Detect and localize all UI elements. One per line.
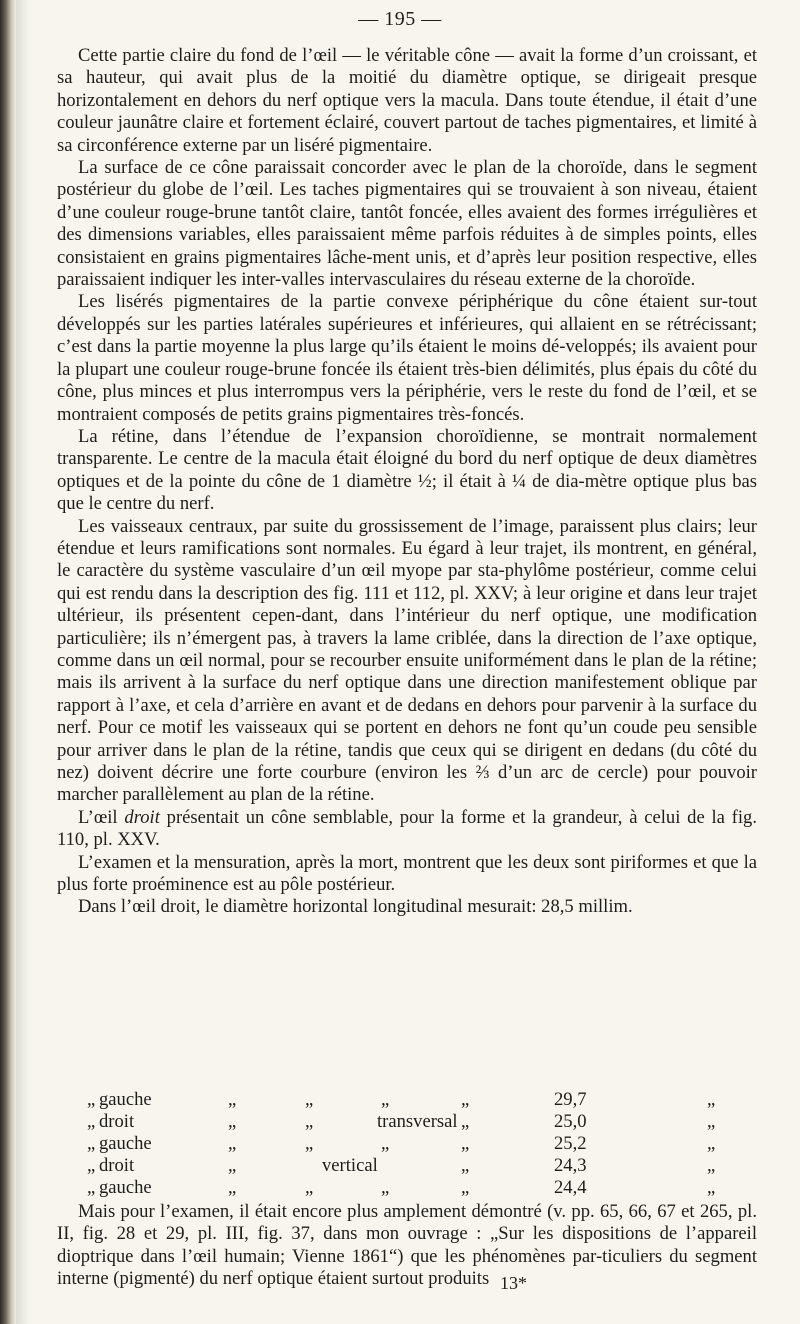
measure-intro: Dans l’œil droit, le diamètre horizontal longitudinal mesurait: 28,5 millim. xyxy=(78,896,633,918)
signature-mark: 13* xyxy=(500,1273,527,1293)
ditto-mark: „ xyxy=(87,1089,96,1110)
ditto-mark: „ xyxy=(461,1177,470,1198)
book-spine-shadow xyxy=(0,0,16,1324)
ditto-mark: „ xyxy=(461,1111,470,1132)
ditto-mark: „ xyxy=(87,1155,96,1176)
axis-label: vertical xyxy=(322,1155,378,1176)
ditto-mark: „ xyxy=(228,1111,237,1132)
measure-row xyxy=(57,1155,762,1177)
measure-row xyxy=(57,1111,762,1133)
ditto-mark: „ xyxy=(228,1155,237,1176)
paragraph-italic xyxy=(57,807,757,852)
side-label: gauche xyxy=(99,1177,152,1198)
measure-value: 24,3 xyxy=(554,1155,587,1176)
paragraph: Les vaisseaux centraux, par suite du grossissement de l’image, paraissent plus clairs; leur étendue et leurs ramifications sont normales. Eu égard à leur trajet, ils montrent, en général, le caractère du système vasculaire d’un œil myope par sta-phylôme postérieur, comme celui qui est rendu dans la description des fig. 111 et 112, pl. XXV; à leur origine et dans leur trajet ultérieur, ils présentent cepen-dant, dans l’intérieur du nerf optique, une modification particulière; ils n’émergent pas, à travers la lame criblée, dans la direction de l’axe optique, comme dans un œil normal, pour se recourber ensuite uniformément dans le plan de la rétine; mais ils arrivent à la surface du nerf optique dans une direction manifestement oblique par rapport à l’axe, et cela d’arrière en avant et de dedans en dehors pour parvenir à la surface du nerf. Pour ce motif les vaisseaux qui se portent en dehors ne font qu’un coude peu sensible pour arriver dans le plan de la rétine, tandis que ceux qui se dirigent en dedans (du côté du nez) doivent décrire une forte courbure (environ les ⅔ d’un arc de cercle) pour pouvoir marcher parallèlement au plan de la rétine. xyxy=(57,515,757,806)
ditto-mark: „ xyxy=(305,1177,314,1198)
ditto-mark: „ xyxy=(707,1155,716,1176)
page-number: — 195 — xyxy=(358,8,442,30)
ditto-mark: „ xyxy=(228,1177,237,1198)
ditto-mark: „ xyxy=(707,1089,716,1110)
paragraph: L’examen et la mensuration, après la mort, montrent que les deux sont piriformes et que la plus forte proéminence est au pôle postérieur. xyxy=(57,851,757,896)
italic-suffix: présentait un cône semblable, pour la forme et la grandeur, à celui de la fig. 110, pl. XXV. xyxy=(57,806,757,851)
ditto-mark: „ xyxy=(381,1089,390,1110)
ditto-mark: „ xyxy=(707,1111,716,1132)
ditto-mark: „ xyxy=(87,1111,96,1132)
measure-row xyxy=(57,1089,762,1111)
paragraph: Cette partie claire du fond de l’œil — le véritable cône — avait la forme d’un croissant, et sa hauteur, qui avait plus de la moitié du diamètre optique, se dirigeait presque horizontalement en dehors du nerf optique vers la macula. Dans toute étendue, il était d’une couleur jaunâtre claire et fortement éclairé, couvert partout de taches pigmentaires, et limité à sa circonférence externe par un liséré pigmentaire. xyxy=(57,45,757,156)
paragraph: La rétine, dans l’étendue de l’expansion choroïdienne, se montrait normalement transparente. Le centre de la macula était éloigné du bord du nerf optique de deux diamètres optiques et de la pointe du cône de 1 diamètre ½; il était à ¼ de dia-mètre optique plus bas que le centre du nerf. xyxy=(57,425,757,515)
closing-text xyxy=(57,1201,757,1291)
ditto-mark: „ xyxy=(305,1111,314,1132)
italic-prefix: L’œil xyxy=(78,806,125,828)
ditto-mark: „ xyxy=(707,1177,716,1198)
measure-value: 25,0 xyxy=(554,1111,587,1132)
measure-value: 24,4 xyxy=(554,1177,587,1198)
paragraph: Les lisérés pigmentaires de la partie convexe périphérique du cône étaient sur-tout développés sur les parties latérales supérieures et inférieures, qui allaient en se rétrécissant; c’est dans la partie moyenne la plus large qu’ils étaient le moins dé-veloppés; ils avaient pour la plupart une couleur rouge-brune foncée ils étaient très-bien délimités, plus épais du côté du cône, plus minces et plus interrompus vers la périphérie, vers le reste du fond de l’œil, et se montraient composés de petits grains pigmentaires très-foncés. xyxy=(57,291,757,425)
ditto-mark: „ xyxy=(381,1177,390,1198)
ditto-mark: „ xyxy=(228,1089,237,1110)
body-text xyxy=(57,45,757,919)
ditto-mark: „ xyxy=(381,1133,390,1154)
paragraph: Mais pour l’examen, il était encore plus amplement démontré (v. pp. 65, 66, 67 et 265, pl. II, fig. 28 et 29, pl. III, fig. 37, dans mon ouvrage : „Sur les dispositions de l’appareil dioptrique dans l’œil humain; Vienne 1861“) que les phénomènes par-ticuliers du segment interne (pigmenté) du nerf optique étaient surtout produits xyxy=(57,1201,757,1290)
measure-row xyxy=(57,1133,762,1155)
ditto-mark: „ xyxy=(87,1177,96,1198)
italic-word: droit xyxy=(124,806,160,828)
side-label: droit xyxy=(99,1111,135,1132)
ditto-mark: „ xyxy=(461,1089,470,1110)
ditto-mark: „ xyxy=(461,1133,470,1154)
axis-label: transversal xyxy=(377,1111,458,1132)
measure-row xyxy=(57,1177,762,1199)
gutter-shadow xyxy=(16,0,30,1324)
ditto-mark: „ xyxy=(228,1133,237,1154)
side-label: gauche xyxy=(99,1133,152,1154)
measure-value: 25,2 xyxy=(554,1133,587,1154)
ditto-mark: „ xyxy=(305,1133,314,1154)
ditto-mark: „ xyxy=(305,1089,314,1110)
ditto-mark: „ xyxy=(707,1133,716,1154)
ditto-mark: „ xyxy=(87,1133,96,1154)
side-label: droit xyxy=(99,1155,135,1176)
side-label: gauche xyxy=(99,1089,152,1110)
ditto-mark: „ xyxy=(461,1155,470,1176)
paragraph: La surface de ce cône paraissait concorder avec le plan de la choroïde, dans le segment postérieur du globe de l’œil. Les taches pigmentaires qui se trouvaient à son niveau, étaient d’une couleur rouge-brune tantôt claire, tantôt foncée, elles avaient des formes irrégulières et des dimensions variables, elles paraissaient même parfois réduites à de simples points, elles consistaient en grains pigmentaires lâche-ment unis, et d’après leur position respective, elles paraissaient indiquer les inter-valles intervasculaires du réseau externe de la choroïde. xyxy=(57,157,757,291)
measure-value: 29,7 xyxy=(554,1089,587,1110)
